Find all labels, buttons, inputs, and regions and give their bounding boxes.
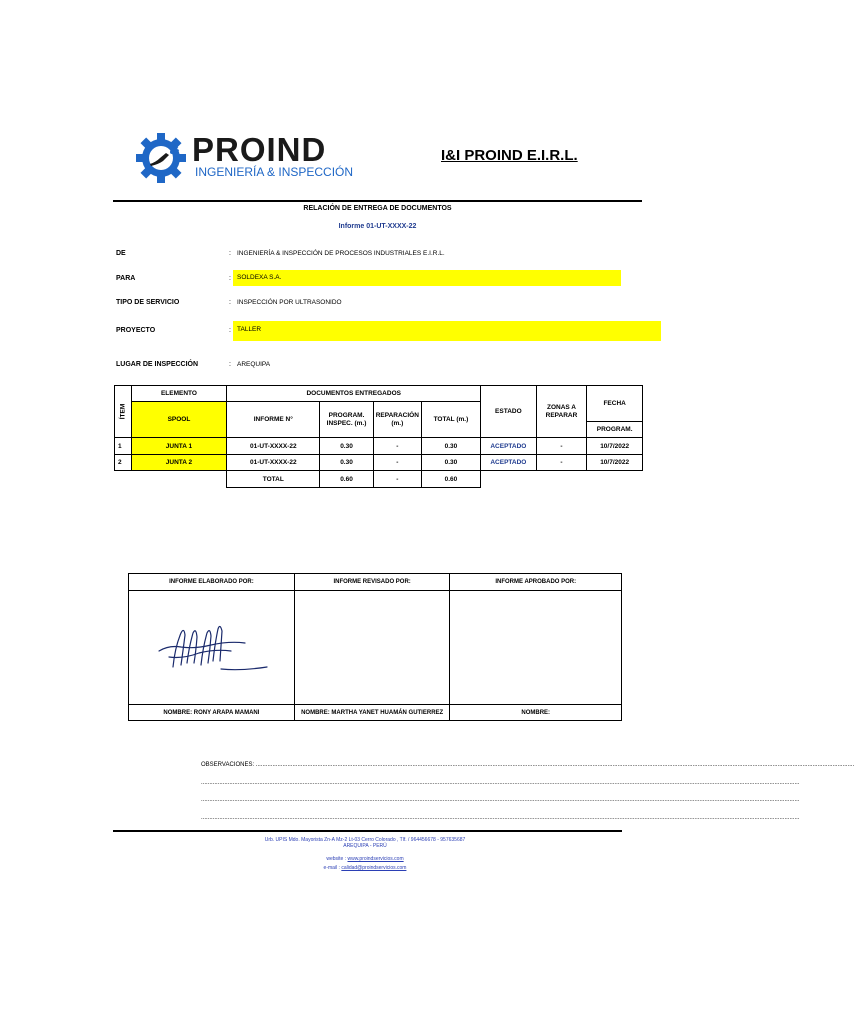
header-total: TOTAL (m.): [421, 402, 480, 438]
observaciones-line: [201, 762, 854, 768]
table-row: [115, 438, 643, 455]
footer-email: [250, 865, 480, 871]
row-program: 0.30: [320, 455, 374, 471]
header-item: ÍTEM: [115, 386, 132, 438]
header-elemento: ELEMENTO: [131, 386, 227, 402]
field-para-label: PARA: [116, 275, 136, 282]
header-documentos: DOCUMENTOS ENTREGADOS: [227, 386, 481, 402]
row-fecha: 10/7/2022: [587, 455, 643, 471]
row-informe: 01-UT-XXXX-22: [227, 455, 320, 471]
row-item: 1: [115, 438, 132, 455]
totals-label: TOTAL: [227, 471, 320, 488]
observaciones-label: OBSERVACIONES:: [201, 762, 256, 768]
header-zonas: ZONAS A REPARAR: [536, 386, 587, 438]
field-proyecto-colon: :: [229, 327, 231, 334]
field-lugar-colon: :: [229, 361, 231, 368]
field-lugar-value: AREQUIPA: [237, 361, 271, 368]
field-proyecto-label: PROYECTO: [116, 327, 156, 334]
observaciones-line: .......................................................................................................................................................................................................................................................................................................................................................................: [201, 780, 800, 786]
website-label: website :: [326, 856, 348, 862]
row-reparacion: -: [373, 438, 421, 455]
row-total: 0.30: [421, 438, 480, 455]
brand-name: PROIND: [192, 131, 327, 168]
field-lugar-label: LUGAR DE INSPECCIÓN: [116, 361, 199, 368]
row-zonas: -: [536, 455, 587, 471]
signature-box-revisado: [294, 591, 450, 705]
handwritten-signature: [151, 617, 271, 677]
nombre-aprobado: NOMBRE:: [450, 705, 622, 721]
table-row: [115, 455, 643, 471]
field-servicio-value: INSPECCIÓN POR ULTRASONIDO: [237, 299, 342, 306]
elaborado-header: INFORME ELABORADO POR:: [129, 574, 295, 591]
totals-program: 0.60: [320, 471, 374, 488]
signature-box-elaborado: [129, 591, 295, 705]
header-rule: [113, 200, 642, 202]
observaciones-dots: .......................................................................................................................................................................................................................................................................................................................................................................: [255, 762, 854, 768]
row-estado: ACEPTADO: [481, 455, 537, 471]
row-reparacion: -: [373, 455, 421, 471]
header-program: PROGRAM.: [587, 422, 643, 438]
website-link[interactable]: www.proindservicios.com: [347, 856, 404, 862]
email-link[interactable]: calidad@proindservicios.com: [341, 865, 407, 871]
revisado-header: INFORME REVISADO POR:: [294, 574, 450, 591]
row-fecha: 10/7/2022: [587, 438, 643, 455]
row-total: 0.30: [421, 455, 480, 471]
documents-table: [114, 385, 643, 488]
header-program-inspec: PROGRAM. INSPEC. (m.): [320, 402, 374, 438]
nombre-elaborado: NOMBRE: RONY ARAPA MAMANI: [129, 705, 295, 721]
signature-box-aprobado: [450, 591, 622, 705]
field-de-value: INGENIERÍA & INSPECCIÓN DE PROCESOS INDUSTRIALES E.I.R.L.: [237, 250, 445, 257]
company-name: I&I PROIND E.I.R.L.: [441, 147, 578, 164]
row-program: 0.30: [320, 438, 374, 455]
row-estado: ACEPTADO: [481, 438, 537, 455]
footer-website: [250, 856, 480, 862]
totals-row: [115, 471, 643, 488]
row-zonas: -: [536, 438, 587, 455]
header-spool: SPOOL: [131, 402, 227, 438]
field-proyecto-value: TALLER: [233, 321, 661, 341]
field-servicio-label: TIPO DE SERVICIO: [116, 299, 180, 306]
observaciones-line: .......................................................................................................................................................................................................................................................................................................................................................................: [201, 815, 800, 821]
nombre-revisado: NOMBRE: MARTHA YANET HUAMÁN GUTIERREZ: [294, 705, 450, 721]
signature-table: [128, 573, 622, 721]
footer-rule: [113, 830, 622, 832]
footer-city: AREQUIPA - PERÚ: [343, 843, 387, 849]
aprobado-header: INFORME APROBADO POR:: [450, 574, 622, 591]
field-de-label: DE: [116, 250, 126, 257]
row-informe: 01-UT-XXXX-22: [227, 438, 320, 455]
header-fecha: FECHA: [587, 386, 643, 422]
totals-total: 0.60: [421, 471, 480, 488]
header-estado: ESTADO: [481, 386, 537, 438]
header-informe: INFORME N°: [227, 402, 320, 438]
brand-subtitle: INGENIERÍA & INSPECCIÓN: [195, 165, 354, 179]
header-reparacion: REPARACIÓN (m.): [373, 402, 421, 438]
totals-reparacion: -: [373, 471, 421, 488]
email-label: e-mail :: [323, 865, 342, 871]
document-title: RELACIÓN DE ENTREGA DE DOCUMENTOS: [303, 205, 452, 212]
field-servicio-colon: :: [229, 299, 231, 306]
field-para-value: SOLDEXA S.A.: [233, 270, 621, 286]
row-item: 2: [115, 455, 132, 471]
field-de-colon: :: [229, 250, 231, 257]
report-number: Informe 01-UT-XXXX-22: [338, 223, 417, 230]
gear-icon: [133, 130, 189, 186]
row-elemento: JUNTA 1: [131, 438, 227, 455]
footer-address: Urb. UPIS Mdo. Mayorista Zn-A Mz-2 Lt-03 Cerro Colorado , Tlf. / 964456678 - 957635687: [264, 837, 466, 843]
row-elemento: JUNTA 2: [131, 455, 227, 471]
observaciones-line: .......................................................................................................................................................................................................................................................................................................................................................................: [201, 797, 800, 803]
field-para-colon: :: [229, 275, 231, 282]
